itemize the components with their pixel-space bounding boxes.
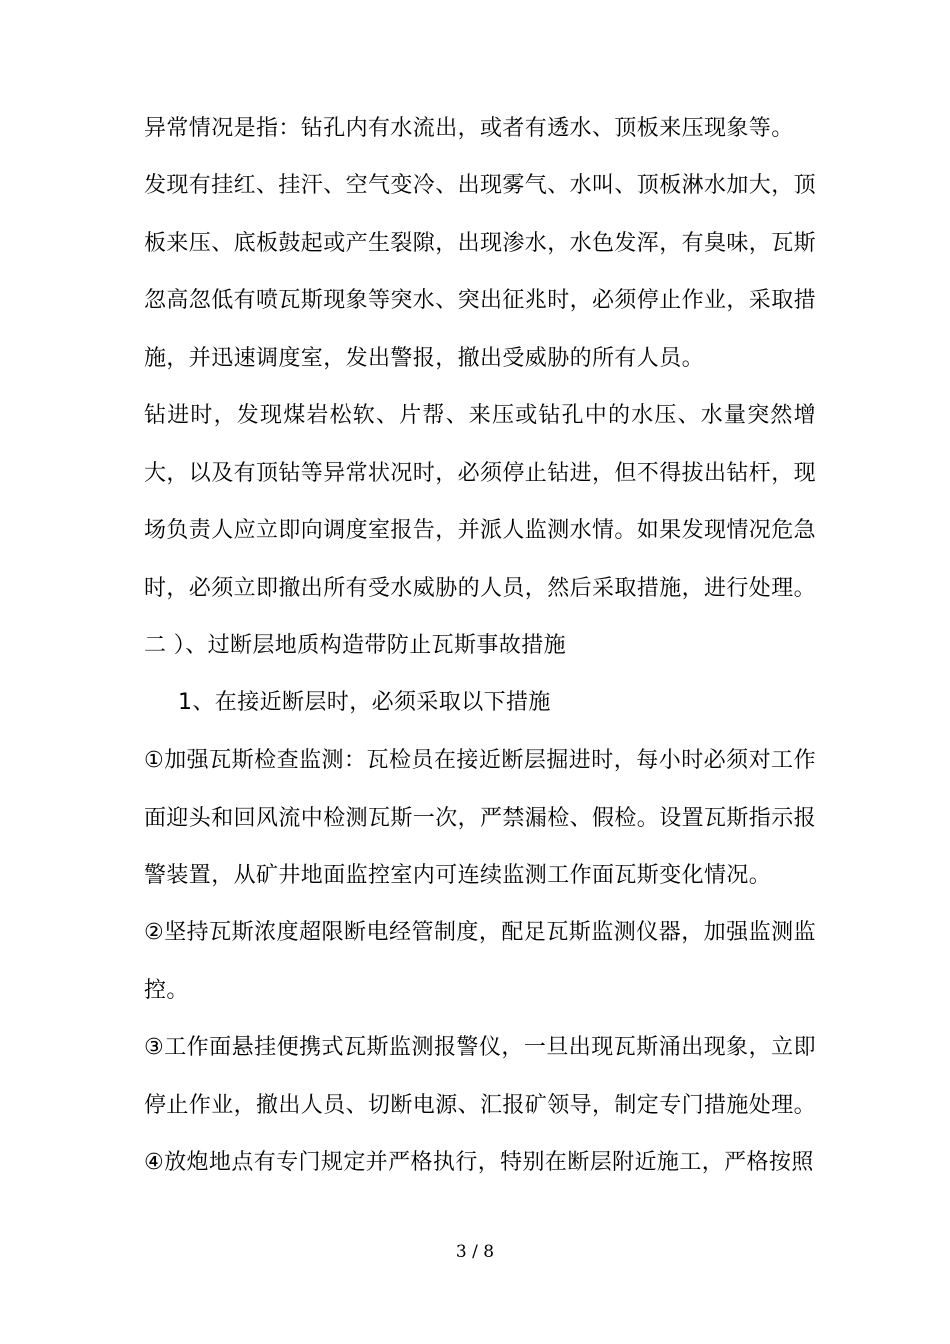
page-number: 3 / 8 xyxy=(455,1242,495,1262)
subsection-heading-approaching-fault: 1、在接近断层时，必须采取以下措施 xyxy=(178,690,551,715)
section-heading-fault-zone: 二 ）、过断层地质构造带防止瓦斯事故措施 xyxy=(144,633,566,658)
paragraph-warning-signs: 发现有挂红、挂汗、空气变冷、出现雾气、水叫、顶板淋水加大，顶板来压、底板鼓起或产生裂隙，出现渗水，水色发浑，有臭味，瓦斯忽高忽低有喷瓦斯现象等突水、突出征兆时，必须停止作业，采取措施，并迅速调度室，发出警报，撤出受威胁的所有人员。 xyxy=(144,173,817,371)
paragraph-abnormal-definition: 异常情况是指：钻孔内有水流出，或者有透水、顶板来压现象等。 xyxy=(144,116,794,141)
paragraph-drilling-anomaly: 钻进时，发现煤岩松软、片帮、来压或钻孔中的水压、水量突然增大，以及有顶钻等异常状况时，必须停止钻进，但不得拔出钻杆，现场负责人应立即向调度室报告，并派人监测水情。如果发现情况危急时，必须立即撤出所有受水威胁的人员，然后采取措施，进行处理。 xyxy=(144,403,817,601)
paragraph-measure-4: ④放炮地点有专门规定并严格执行，特别在断层附近施工，严格按照 xyxy=(144,1150,814,1175)
paragraph-measure-1: ①加强瓦斯检查监测：瓦检员在接近断层掘进时，每小时必须对工作面迎头和回风流中检测瓦斯一次，严禁漏检、假检。设置瓦斯指示报警装置，从矿井地面监控室内可连续监测工作面瓦斯变化情况。 xyxy=(144,748,817,888)
paragraph-measure-2: ②坚持瓦斯浓度超限断电经管制度，配足瓦斯监测仪器，加强监测监控。 xyxy=(144,920,816,1003)
paragraph-measure-3: ③工作面悬挂便携式瓦斯监测报警仪，一旦出现瓦斯涌出现象，立即停止作业，撤出人员、切断电源、汇报矿领导，制定专门措施处理。 xyxy=(144,1035,817,1118)
